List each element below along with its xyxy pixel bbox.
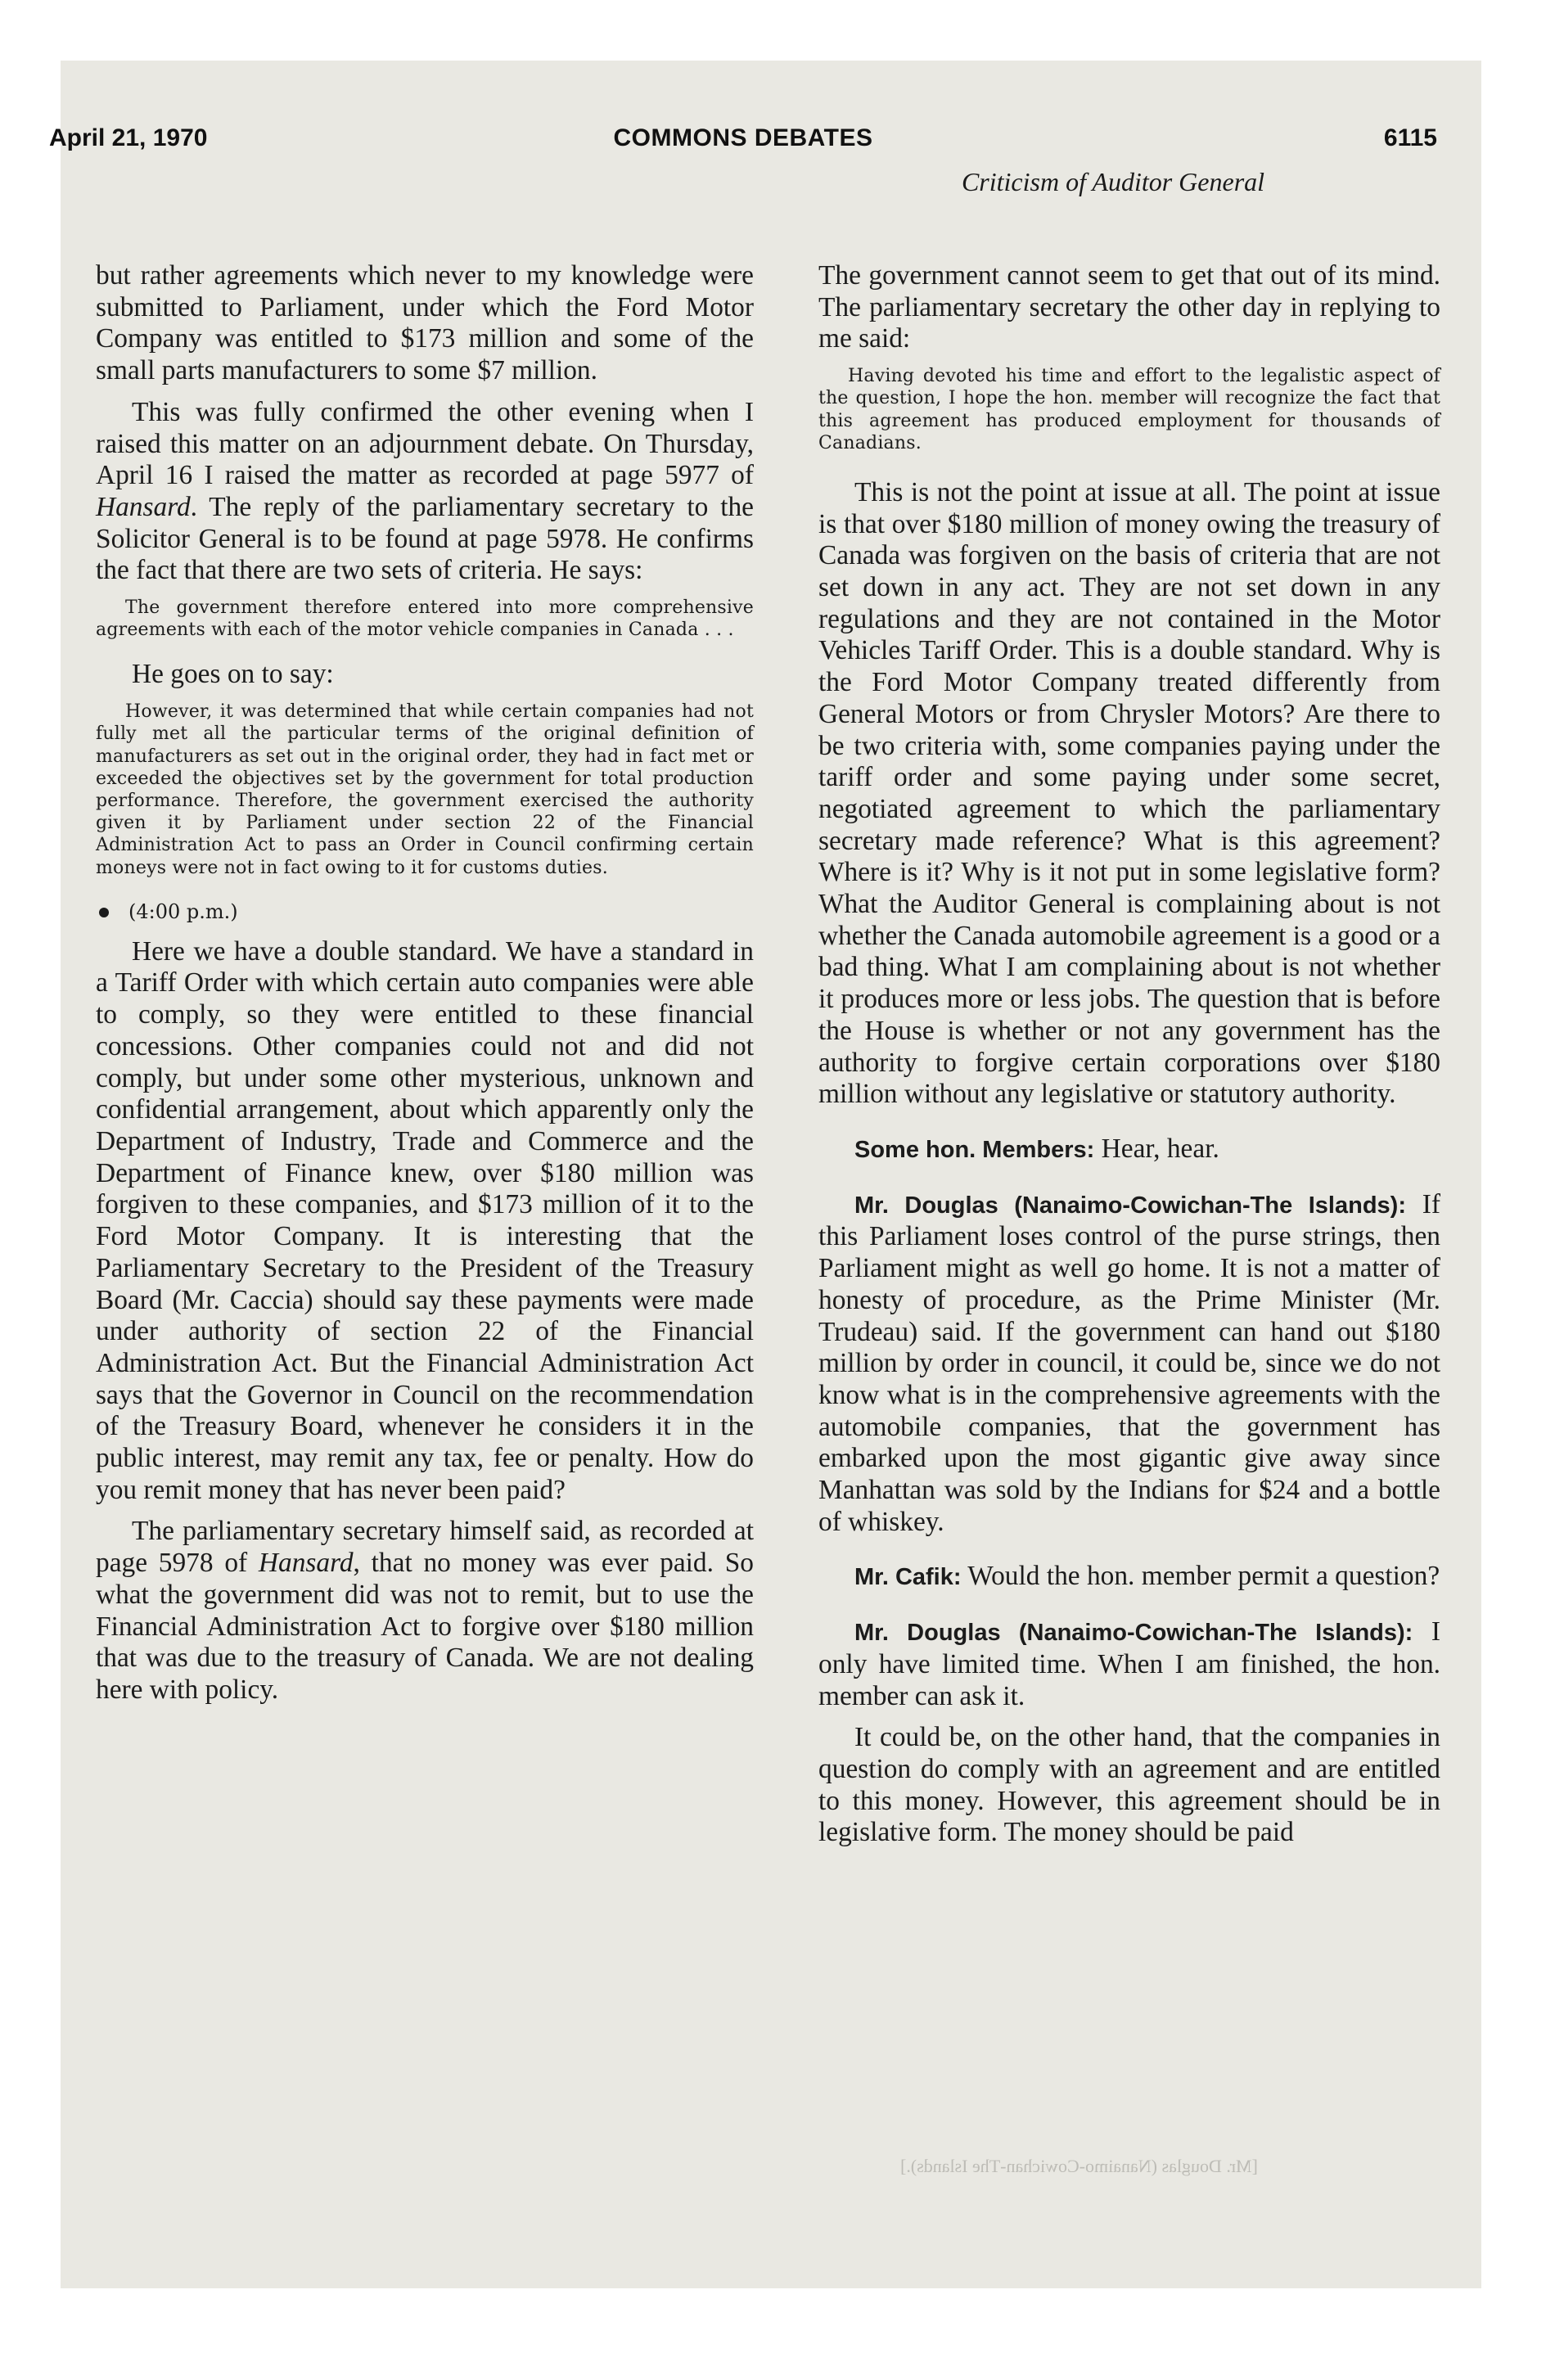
italic-reference: Hansard — [96, 491, 191, 522]
header-date: April 21, 1970 — [49, 124, 208, 151]
paragraph: This is not the point at issue at all. The point at issue is that over $180 million of money owing the treasury of Canada was forgiven on the basis of criteria that are not set down in any act. They are not set down in any regulations and they are not contained in the Motor Vehicles Tariff Order. This is a double standard. Why is the Ford Motor Company treated differently from General Motors or from Chrysler Motors? Are there to be two criteria with, some companies paying under the tariff order and some paying under some secret, negotiated agreement to which the parliamentary secretary made reference? What is this agreement? Where is it? Why is it not put in some legislative form? What the Auditor General is complaining about is not whether the Canada automobile agreement is a good or a bad thing. What I am complaining about is not whether it produces more or less jobs. The question that is before the House is whether or not any government has the authority to forgive certain corporations over $180 million without any legislative or statutory authority. — [818, 476, 1440, 1110]
time-marker — [96, 897, 754, 926]
speech-text: Hear, hear. — [1094, 1133, 1219, 1164]
left-column — [96, 260, 754, 1706]
paragraph: He goes on to say: — [132, 659, 334, 690]
speech — [818, 1616, 1440, 1712]
paragraph: The government cannot seem to get that out of its mind. The parliamentary secretary the other day in replying to me said: — [818, 260, 1440, 354]
paragraph — [96, 1516, 754, 1706]
speaker-name: Mr. Douglas (Nanaimo-Cowichan-The Islands): — [854, 1620, 1413, 1647]
paragraph — [96, 397, 754, 587]
paragraph: It could be, on the other hand, that the companies in question do comply with an agreement and are entitled to this money. However, this agreement should be in legislative form. The money should be paid — [818, 1722, 1440, 1848]
paragraph-text: The parliamentary secretary himself said, as recorded at page 5978 of — [96, 1516, 754, 1579]
italic-reference: Hansard — [258, 1548, 354, 1579]
time-text: (4:00 p.m.) — [128, 899, 238, 923]
paragraph-text: , that no money was ever paid. So what the government did was not to remit, but to use the Financial Administration Act to forgive over $180 million that was due to the treasury of Canada. We are not dealing here with policy. — [96, 1548, 754, 1705]
header-title: COMMONS DEBATES — [613, 124, 873, 151]
bullet-icon — [99, 908, 109, 917]
speech-text: Would the hon. member permit a question? — [961, 1561, 1440, 1592]
paragraph: but rather agreements which never to my knowledge were submitted to Parliament, under which the Ford Motor Company was entitled to $173 million and some of the small parts manufacturers to some $7 million. — [96, 260, 754, 386]
block-quote: The government therefore entered into more comprehensive agreements with each of the motor vehicle companies in Canada . . . — [96, 597, 754, 641]
subject-heading: Criticism of Auditor General — [961, 167, 1265, 196]
speech — [818, 1561, 1440, 1593]
header-page-number: 6115 — [1383, 124, 1437, 151]
paragraph: Here we have a double standard. We have a standard in a Tariff Order with which certain auto companies were able to comply, so they were entitled to these financial concessions. Other companies could not and did not comply, but under some other mysterious, unknown and confidential arrangement, about which apparently only the Department of Industry, Trade and Commerce and the Department of Finance knew, over $180 million was forgiven to these companies, and $173 million of it to the Ford Motor Company. It is interesting that the Parliamentary Secretary to the President of the Treasury Board (Mr. Caccia) should say these payments were made under authority of section 22 of the Financial Administration Act. But the Financial Administration Act says that the Governor in Council on the recommendation of the Treasury Board, whenever he considers it in the public interest, may remit any tax, fee or penalty. How do you remit money that has never been paid? — [96, 935, 754, 1505]
speech-text: I only have limited time. When I am finished, the hon. member can ask it. — [818, 1616, 1441, 1711]
speaker-name: Mr. Cafik: — [854, 1564, 962, 1591]
paragraph-text: . The reply of the parliamentary secretary to the Solicitor General is to be found at page 5978. He confirms the fact that there are two sets of criteria. He says: — [96, 491, 754, 586]
speaker-name: Mr. Douglas (Nanaimo-Cowichan-The Islands): — [854, 1192, 1406, 1219]
bleed-through-text: [Mr. Douglas (Nanaimo-Cowichan-The Islands).] — [900, 2156, 1258, 2176]
page-header — [49, 124, 1437, 160]
block-quote: Having devoted his time and effort to the legalistic aspect of the question, I hope the hon. member will recognize the fact that this agreement has produced employment for thousands of Canadians. — [818, 366, 1440, 453]
right-column — [818, 260, 1440, 1849]
paragraph-text: This was fully confirmed the other evening when I raised this matter on an adjournment debate. On Thursday, April 16 I raised the matter as recorded at page 5977 of — [96, 396, 754, 491]
speech — [818, 1189, 1440, 1539]
speech — [818, 1134, 1440, 1166]
speech-text: If this Parliament loses control of the purse strings, then Parliament might as well go home. It is not a matter of honesty of procedure, as the Prime Minister (Mr. Trudeau) said. If the government can hand out $180 million by order in council, it could be, since we do not know what is in the comprehensive agreements with the automobile companies, that the government has embarked upon the most gigantic give away since Manhattan was sold by the Indians for $24 and a bottle of whiskey. — [818, 1188, 1441, 1537]
block-quote: However, it was determined that while certain companies had not fully met all the particular terms of the original definition of manufacturers as set out in the original order, they had in fact met or exceeded the objectives set by the government for total production performance. Therefore, the government exercised the authority given it by Parliament under section 22 of the Financial Administration Act to pass an Order in Council confirming certain moneys were not in fact owing to it for customs duties. — [96, 701, 754, 878]
speaker-name: Some hon. Members: — [854, 1136, 1095, 1163]
